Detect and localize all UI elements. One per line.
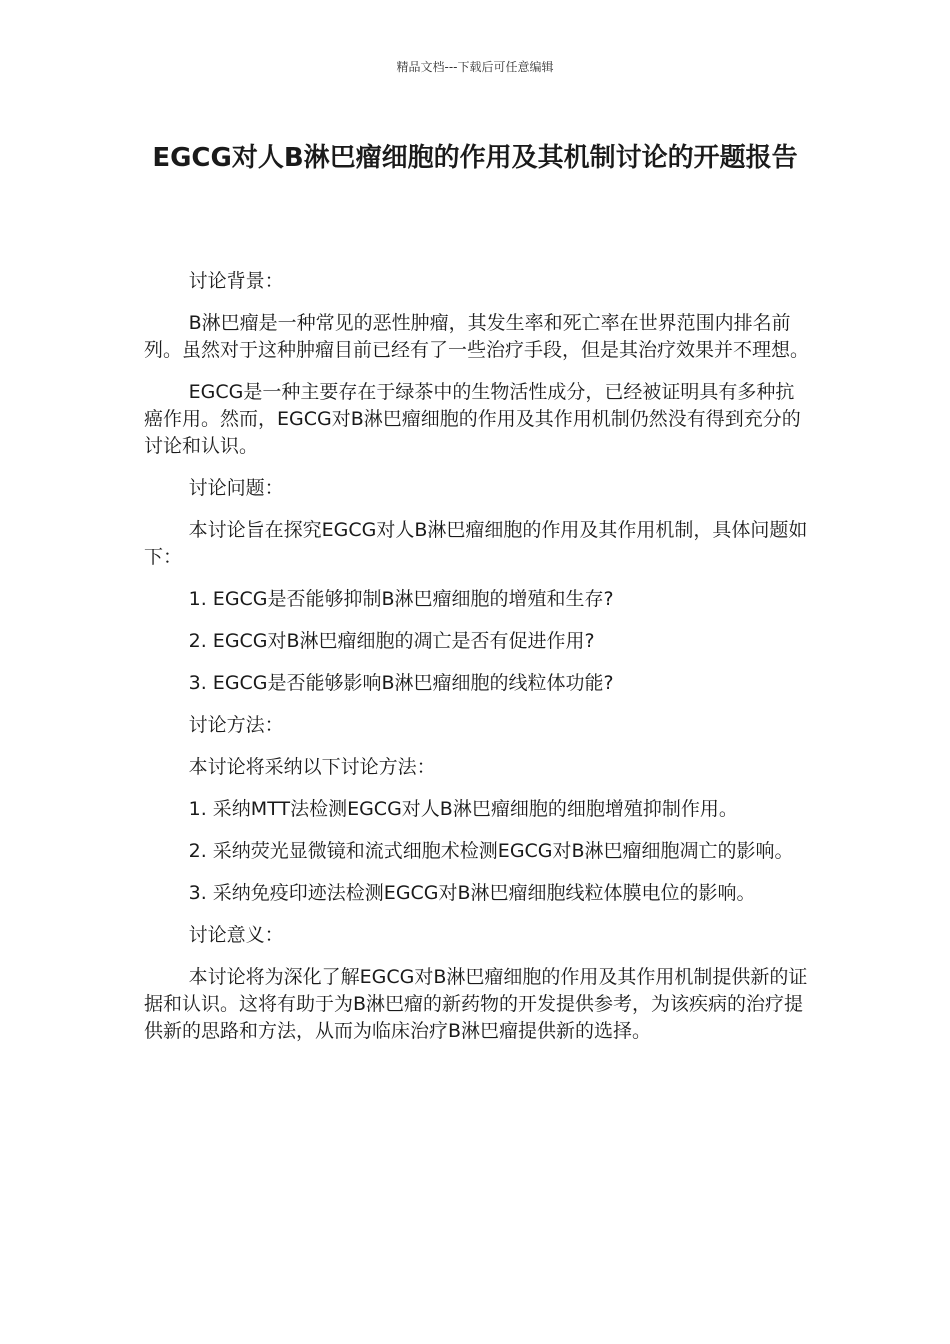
document-body (144, 268, 812, 1060)
question-item-1: 1. EGCG是否能够抑制B淋巴瘤细胞的增殖和生存? (188, 588, 614, 610)
paragraph-methods-intro: 本讨论将采纳以下讨论方法： (188, 756, 436, 778)
section-heading-background: 讨论背景： (188, 270, 284, 292)
paragraph-significance: 本讨论将为深化了解EGCG对B淋巴瘤细胞的作用及其作用机制提供新的证据和认识。这将有助于为B淋巴瘤的新药物的开发提供参考，为该疾病的治疗提供新的思路和方法，从而为临床治疗B淋巴瘤提供新的选择。 (144, 966, 808, 1042)
method-item-3: 3. 采纳免疫印迹法检测EGCG对B淋巴瘤细胞线粒体膜电位的影响。 (188, 882, 756, 904)
method-item-1: 1. 采纳MTT法检测EGCG对人B淋巴瘤细胞的细胞增殖抑制作用。 (188, 798, 738, 820)
question-item-2: 2. EGCG对B淋巴瘤细胞的凋亡是否有促进作用? (188, 630, 595, 652)
document-title: EGCG对人B淋巴瘤细胞的作用及其机制讨论的开题报告 (152, 143, 798, 173)
paragraph-background-1: B淋巴瘤是一种常见的恶性肿瘤，其发生率和死亡率在世界范围内排名前列。虽然对于这种肿瘤目前已经有了一些治疗手段，但是其治疗效果并不理想。 (144, 312, 810, 361)
paragraph-background-2: EGCG是一种主要存在于绿茶中的生物活性成分，已经被证明具有多种抗癌作用。然而，EGCG对B淋巴瘤细胞的作用及其作用机制仍然没有得到充分的讨论和认识。 (144, 381, 801, 457)
paragraph-questions-intro: 本讨论旨在探究EGCG对人B淋巴瘤细胞的作用及其作用机制，具体问题如下： (144, 519, 808, 568)
page-header: 精品文档---下载后可任意编辑 (396, 60, 554, 74)
method-item-2: 2. 采纳荧光显微镜和流式细胞术检测EGCG对B淋巴瘤细胞凋亡的影响。 (188, 840, 794, 862)
section-heading-significance: 讨论意义： (188, 924, 284, 946)
question-item-3: 3. EGCG是否能够影响B淋巴瘤细胞的线粒体功能? (188, 672, 614, 694)
section-heading-questions: 讨论问题： (188, 477, 284, 499)
section-heading-methods: 讨论方法： (188, 714, 284, 736)
